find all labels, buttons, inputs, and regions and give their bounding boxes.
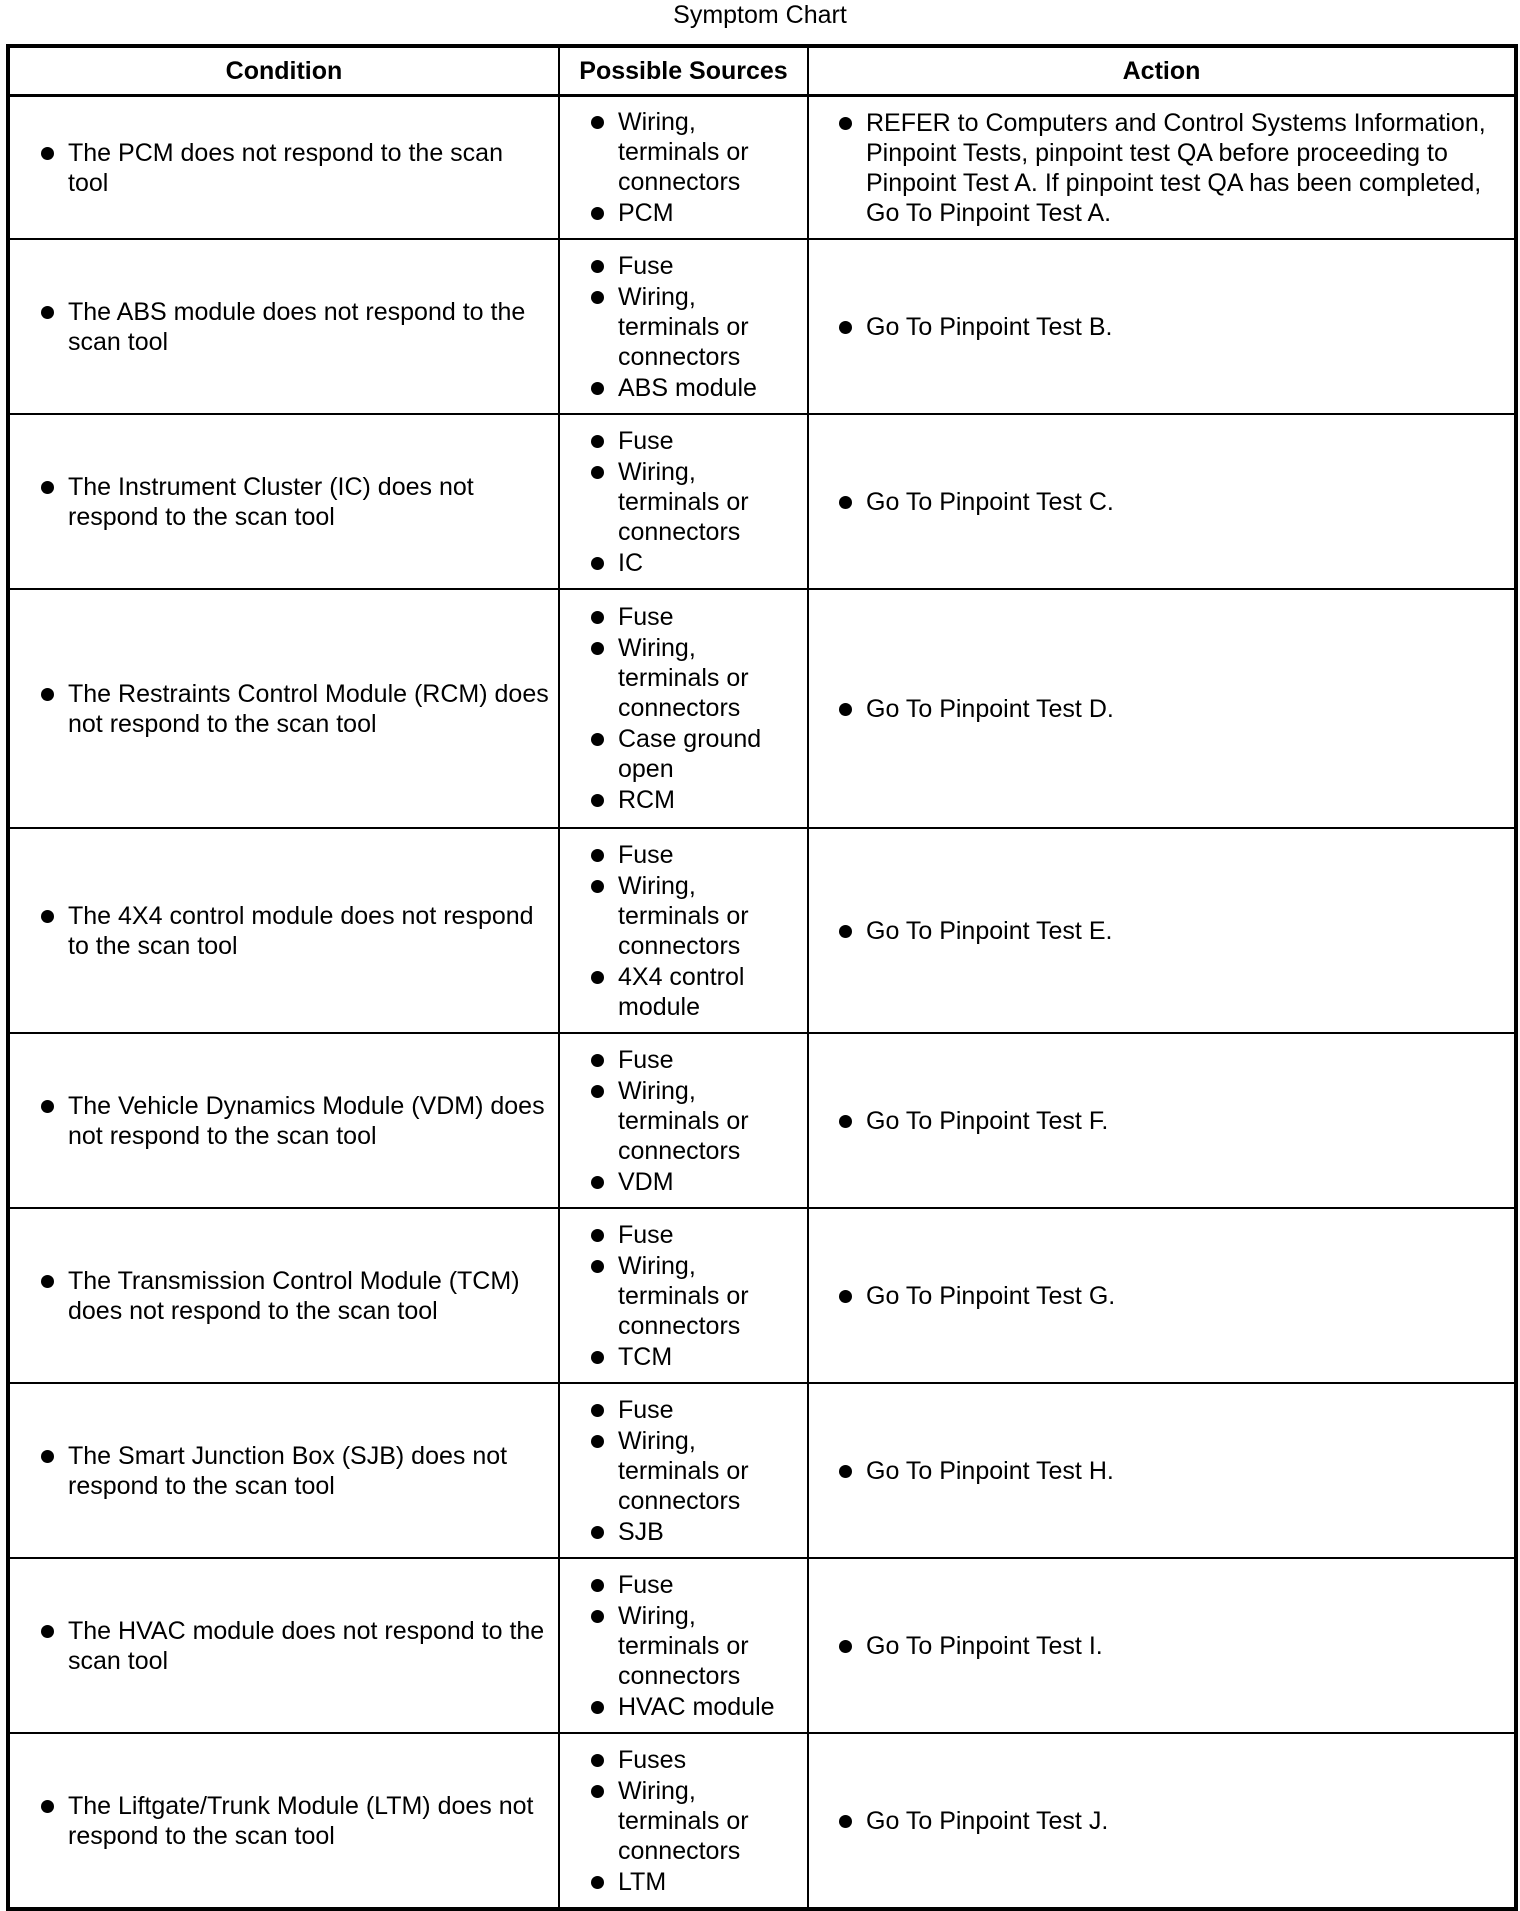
condition-text: The Instrument Cluster (IC) does not respond to the scan tool: [68, 472, 550, 532]
source-item: HVAC module: [618, 1692, 801, 1722]
source-item: Fuse: [618, 1220, 801, 1250]
condition-text: The Smart Junction Box (SJB) does not respond to the scan tool: [68, 1441, 550, 1501]
action-cell: [808, 589, 1516, 828]
table-row: [8, 1558, 1516, 1733]
action-text: Go To Pinpoint Test F.: [866, 1106, 1502, 1136]
condition-cell: [8, 828, 559, 1033]
table-row: [8, 1208, 1516, 1383]
source-item: Fuse: [618, 1395, 801, 1425]
table-row: [8, 589, 1516, 828]
source-item: Fuses: [618, 1745, 801, 1775]
table-row: [8, 1383, 1516, 1558]
table-row: [8, 1033, 1516, 1208]
source-item: ABS module: [618, 373, 801, 403]
sources-cell: [559, 828, 808, 1033]
sources-cell: [559, 589, 808, 828]
source-item: Wiring, terminals or connectors: [618, 107, 801, 197]
condition-cell: [8, 1033, 559, 1208]
sources-cell: [559, 96, 808, 240]
action-text: Go To Pinpoint Test E.: [866, 916, 1502, 946]
table-row: [8, 239, 1516, 414]
action-cell: [808, 1558, 1516, 1733]
source-item: Wiring, terminals or connectors: [618, 457, 801, 547]
action-text: Go To Pinpoint Test G.: [866, 1281, 1502, 1311]
sources-cell: [559, 414, 808, 589]
condition-cell: [8, 414, 559, 589]
sources-cell: [559, 1033, 808, 1208]
source-item: Case ground open: [618, 724, 801, 784]
source-item: Wiring, terminals or connectors: [618, 1251, 801, 1341]
source-item: PCM: [618, 198, 801, 228]
action-cell: [808, 1033, 1516, 1208]
table-header-row: [8, 46, 1516, 96]
source-item: LTM: [618, 1867, 801, 1897]
source-item: IC: [618, 548, 801, 578]
action-cell: [808, 414, 1516, 589]
header-condition: Condition: [8, 46, 559, 96]
condition-cell: [8, 1208, 559, 1383]
action-text: Go To Pinpoint Test H.: [866, 1456, 1502, 1486]
condition-text: The HVAC module does not respond to the scan tool: [68, 1616, 550, 1676]
source-item: Wiring, terminals or connectors: [618, 282, 801, 372]
action-cell: [808, 1733, 1516, 1909]
condition-cell: [8, 96, 559, 240]
header-action: Action: [808, 46, 1516, 96]
action-text: REFER to Computers and Control Systems Information, Pinpoint Tests, pinpoint test QA before proceeding to Pinpoint Test A. If pinpoint test QA has been completed, Go To Pinpoint Test A.: [866, 108, 1502, 228]
symptom-chart-table: [6, 44, 1518, 1911]
source-item: Wiring, terminals or connectors: [618, 871, 801, 961]
source-item: TCM: [618, 1342, 801, 1372]
condition-text: The Transmission Control Module (TCM) does not respond to the scan tool: [68, 1266, 550, 1326]
table-row: [8, 96, 1516, 240]
sources-cell: [559, 1383, 808, 1558]
source-item: Fuse: [618, 1045, 801, 1075]
action-cell: [808, 828, 1516, 1033]
sources-cell: [559, 1733, 808, 1909]
action-text: Go To Pinpoint Test C.: [866, 487, 1502, 517]
source-item: Fuse: [618, 840, 801, 870]
action-cell: [808, 96, 1516, 240]
action-cell: [808, 1208, 1516, 1383]
source-item: RCM: [618, 785, 801, 815]
table-row: [8, 414, 1516, 589]
source-item: Wiring, terminals or connectors: [618, 633, 801, 723]
condition-text: The 4X4 control module does not respond to the scan tool: [68, 901, 550, 961]
condition-cell: [8, 239, 559, 414]
sources-cell: [559, 1208, 808, 1383]
condition-text: The Liftgate/Trunk Module (LTM) does not respond to the scan tool: [68, 1791, 550, 1851]
table-row: [8, 828, 1516, 1033]
source-item: Fuse: [618, 602, 801, 632]
sources-cell: [559, 239, 808, 414]
source-item: Fuse: [618, 426, 801, 456]
source-item: 4X4 control module: [618, 962, 801, 1022]
action-cell: [808, 1383, 1516, 1558]
condition-cell: [8, 589, 559, 828]
source-item: Wiring, terminals or connectors: [618, 1426, 801, 1516]
condition-text: The Vehicle Dynamics Module (VDM) does not respond to the scan tool: [68, 1091, 550, 1151]
action-cell: [808, 239, 1516, 414]
header-possible-sources: Possible Sources: [559, 46, 808, 96]
source-item: VDM: [618, 1167, 801, 1197]
condition-cell: [8, 1733, 559, 1909]
source-item: Wiring, terminals or connectors: [618, 1076, 801, 1166]
table-row: [8, 1733, 1516, 1909]
condition-text: The Restraints Control Module (RCM) does not respond to the scan tool: [68, 679, 549, 738]
source-item: Wiring, terminals or connectors: [618, 1776, 801, 1866]
sources-cell: [559, 1558, 808, 1733]
condition-text: The PCM does not respond to the scan tool: [68, 138, 550, 198]
action-text: Go To Pinpoint Test I.: [866, 1631, 1502, 1661]
action-text: Go To Pinpoint Test D.: [866, 694, 1502, 724]
page-title: Symptom Chart: [673, 1, 847, 29]
source-item: Fuse: [618, 251, 801, 281]
condition-cell: [8, 1558, 559, 1733]
condition-text: The ABS module does not respond to the scan tool: [68, 297, 550, 357]
condition-cell: [8, 1383, 559, 1558]
action-text: Go To Pinpoint Test B.: [866, 312, 1502, 342]
action-text: Go To Pinpoint Test J.: [866, 1806, 1502, 1836]
source-item: Fuse: [618, 1570, 801, 1600]
source-item: Wiring, terminals or connectors: [618, 1601, 801, 1691]
source-item: SJB: [618, 1517, 801, 1547]
